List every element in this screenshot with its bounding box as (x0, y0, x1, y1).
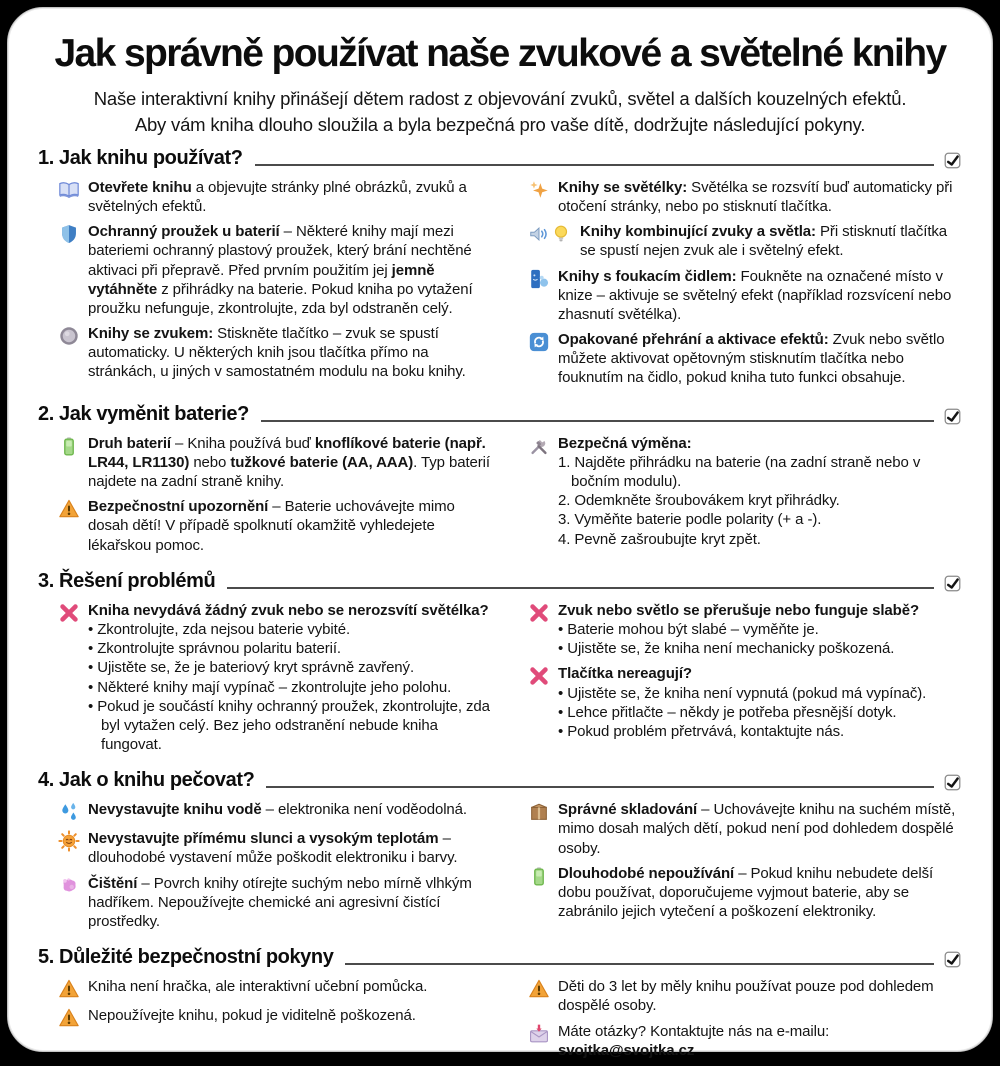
item-text-bold: Tlačítka nereagují? (558, 665, 692, 683)
item-text (88, 601, 492, 755)
item-subline: 3. Vyměňte baterie podle polarity (+ a -). (558, 511, 822, 529)
section-rule (255, 164, 934, 166)
right-column (510, 797, 962, 937)
section-rule (345, 963, 934, 965)
checkbox-check-icon (943, 151, 962, 170)
item-subline: • Ujistěte se, že je bateriový kryt správně zavřený. (88, 659, 415, 677)
item-text-bold: Ochranný proužek u baterií (88, 223, 280, 241)
left-column (40, 175, 492, 394)
item-text-bold: Knihy kombinující zvuky a světla: (580, 223, 816, 241)
list-item (40, 497, 492, 555)
cross-icon (528, 601, 550, 659)
list-item (510, 434, 962, 549)
item-text (88, 434, 492, 492)
droplets-icon (58, 800, 80, 823)
list-item (510, 664, 962, 741)
warning-icon (58, 977, 80, 1000)
item-text (558, 178, 962, 216)
item-text-regular: Foukněte na označené místo v knize – aktivuje se světelný efekt (například rozsvícení nebo zhasnutí světélka). (558, 267, 952, 323)
item-text-regular: – Některé knihy mají mezi bateriemi ochranný plastový proužek, který brání nechtěné aktivaci při přepravě. Před prvním použitím jej (88, 223, 472, 279)
list-item (40, 601, 492, 755)
item-subline: 1. Najděte přihrádku na baterie (na zadní straně nebo v bočním modulu). (558, 453, 921, 491)
section-header (38, 403, 962, 426)
page-title: Jak správně používat naše zvukové a světelné knihy (54, 32, 946, 75)
list-item (510, 800, 962, 858)
intro-line-2: Aby vám kniha dlouho sloužila a byla bezpečná pro vaše dítě, dodržujte následující pokyny. (134, 113, 866, 135)
battery-icon (58, 434, 80, 492)
item-text-bold: Druh baterií (88, 434, 171, 452)
list-item (40, 324, 492, 382)
item-text (558, 330, 962, 388)
item-text (88, 829, 492, 867)
item-text-regular: Nepoužívejte knihu, pokud je viditelně poškozená. (88, 1007, 416, 1025)
left-column (40, 431, 492, 561)
list-item (510, 330, 962, 388)
list-item (40, 434, 492, 492)
item-text-bold: Zvuk nebo světlo se přerušuje nebo funguje slabě? (558, 601, 920, 619)
intro-line-1: Naše interaktivní knihy přinášejí dětem radost z objevování zvuků, světel a dalších kouzelných efektů. (93, 88, 907, 109)
item-text (88, 222, 492, 318)
section-columns (38, 175, 962, 394)
list-item (40, 1006, 492, 1029)
item-text (558, 864, 962, 922)
item-text-regular: Děti do 3 let by měly knihu používat pouze pod dohledem dospělé osoby. (558, 978, 934, 1015)
section (38, 147, 962, 394)
list-item (40, 222, 492, 318)
sections-container (38, 147, 962, 1066)
warning-icon (58, 497, 80, 555)
item-subline: • Některé knihy mají vypínač – zkontrolujte jeho polohu. (88, 678, 452, 696)
item-text-bold: jemně vytáhněte (88, 261, 435, 298)
item-text-bold: Otevřete knihu (88, 178, 192, 196)
list-item (40, 977, 492, 1000)
envelope-arrow-icon (528, 1022, 550, 1060)
item-subline: • Zkontrolujte, zda nejsou baterie vybité. (88, 620, 351, 638)
item-subline: • Ujistěte se, že kniha není vypnutá (pokud má vypínač). (558, 684, 927, 702)
list-item (40, 800, 492, 823)
section-columns (38, 598, 962, 761)
item-text (88, 977, 492, 1000)
tools-icon (528, 434, 550, 549)
item-text-regular: – Uchovávejte knihu na suchém místě, mimo dosah malých dětí, pokud není pod dohledem dospělé osoby. (558, 801, 956, 857)
item-text-regular: Máte otázky? Kontaktujte nás na e-mailu: (558, 1022, 830, 1040)
item-text-bold: Nevystavujte přímému slunci a vysokým teplotám (88, 830, 439, 848)
sponge-icon (58, 874, 80, 932)
checkbox-check-icon (943, 773, 962, 792)
checkbox-check-icon (943, 574, 962, 593)
section (38, 946, 962, 1066)
blow-sensor-icon (528, 267, 550, 325)
shield-icon (58, 222, 80, 318)
section-title: 2. Jak vyměnit baterie? (38, 402, 249, 425)
list-item (510, 178, 962, 216)
section (38, 570, 962, 761)
item-text-bold: Bezpečnostní upozornění (88, 498, 269, 516)
list-item (510, 1022, 962, 1060)
section-header (38, 946, 962, 969)
item-text-bold: Dlouhodobé nepoužívání (558, 864, 735, 882)
section-columns (38, 431, 962, 561)
warning-icon (58, 1006, 80, 1029)
item-text (88, 874, 492, 932)
section-title: 4. Jak o knihu pečovat? (38, 769, 255, 792)
item-text (88, 178, 492, 216)
item-text-regular: – Pokud knihu nebudete delší dobu používat, doporučujeme vyjmout baterie, aby se zabránilo jejich vytečení a poškození elektroniky. (558, 864, 934, 921)
item-subline: • Pokud je součástí knihy ochranný proužek, zkontrolujte, zda byl vytažen celý. Bez jeho odstranění nebude kniha fungovat. (88, 697, 490, 754)
item-text-regular: – dlouhodobé vystavení může poškodit elektroniku i barvy. (88, 830, 458, 867)
item-text (558, 601, 962, 659)
item-text-bold: Bezpečná výměna: (558, 434, 692, 452)
item-text-regular: Stiskněte tlačítko – zvuk se spustí automaticky. U některých knih jsou tlačítka přímo na stránkách, u jiných v samostatném modulu na boku knihy. (88, 325, 466, 381)
item-text (88, 324, 492, 382)
round-button-icon (58, 324, 80, 382)
sparkles-icon (528, 178, 550, 216)
list-item (40, 829, 492, 867)
warning-icon (528, 977, 550, 1015)
item-text (580, 222, 962, 260)
right-column (510, 175, 962, 394)
item-text (88, 1006, 492, 1029)
item-subline: • Zkontrolujte správnou polaritu baterií. (88, 640, 341, 658)
section-rule (266, 786, 934, 788)
item-text-regular: Při stisknutí tlačítka se spustí nejen zvuk ale i světelný efekt. (580, 223, 948, 260)
item-text-bold: Správné skladování (558, 801, 698, 819)
item-text-regular: – Kniha používá buď (170, 434, 315, 452)
section-header (38, 769, 962, 792)
package-icon (528, 800, 550, 858)
cross-icon (58, 601, 80, 755)
section-title: 5. Důležité bezpečnostní pokyny (38, 946, 334, 969)
item-text-bold: Opakované přehrání a aktivace efektů: (558, 331, 829, 349)
list-item (40, 178, 492, 216)
section-rule (227, 587, 934, 589)
cross-icon (528, 664, 550, 741)
item-text (88, 497, 492, 555)
repeat-icon (528, 330, 550, 388)
section-header (38, 147, 962, 170)
list-item (510, 977, 962, 1015)
item-subline: • Pokud problém přetrvává, kontaktujte nás. (558, 722, 845, 740)
list-item (510, 267, 962, 325)
section-columns (38, 974, 962, 1066)
item-text-bold: Čištění (88, 874, 138, 892)
instruction-sheet (7, 7, 993, 1059)
section-title: 1. Jak knihu používat? (38, 146, 243, 169)
item-text-bold: svojtka@svojtka.cz (558, 1041, 695, 1059)
item-text-regular: Kniha není hračka, ale interaktivní učební pomůcka. (88, 978, 428, 996)
item-text (88, 800, 492, 823)
left-column (40, 797, 492, 937)
list-item (510, 864, 962, 922)
item-text (558, 800, 962, 858)
item-text-regular: . Typ baterií najdete na zadní straně knihy. (88, 453, 490, 491)
item-text (558, 664, 962, 741)
item-text-regular: – elektronika není voděodolná. (261, 801, 467, 819)
item-text-regular: – Baterie uchovávejte mimo dosah dětí! V případě spolknutí okamžitě vyhledejete lékařskou pomoc. (88, 498, 455, 554)
right-column (510, 598, 962, 761)
sun-face-icon (58, 829, 80, 867)
list-item (510, 601, 962, 659)
item-text-bold: knoflíkové baterie (např. LR44, LR1130) (88, 434, 486, 471)
item-text-regular: a objevujte stránky plné obrázků, zvuků a světelných efektů. (88, 178, 467, 215)
item-text-regular: z přihrádky na baterie. Pokud kniha po vytažení proužku nefunguje, zkontrolujte, zda byl odstraněn celý. (88, 280, 473, 317)
list-item (510, 222, 962, 260)
section-header (38, 570, 962, 593)
open-book-icon (58, 178, 80, 216)
section (38, 403, 962, 561)
item-text-bold: Knihy s foukacím čidlem: (558, 267, 737, 285)
item-subline: • Ujistěte se, že kniha není mechanicky poškozená. (558, 640, 895, 658)
item-text-bold: Kniha nevydává žádný zvuk nebo se nerozsvítí světélka? (88, 601, 489, 619)
item-subline: • Lehce přitlačte – někdy je potřeba přesnější dotyk. (558, 703, 897, 721)
section-title: 3. Řešení problémů (38, 569, 216, 592)
list-item (40, 874, 492, 932)
battery-icon (528, 864, 550, 922)
checkbox-check-icon (943, 950, 962, 969)
right-column (510, 974, 962, 1066)
item-text-regular: Zvuk nebo světlo můžete aktivovat opětovným stisknutím tlačítka nebo fouknutím na čidlo, pokud kniha tuto funkci obsahuje. (558, 331, 945, 387)
item-text-regular: – Povrch knihy otírejte suchým nebo mírně vlhkým hadříkem. Nepoužívejte chemické ani agresivní čistící prostředky. (88, 874, 472, 931)
item-text-bold: Nevystavujte knihu vodě (88, 801, 262, 819)
right-column (510, 431, 962, 561)
speaker-bulb-icon (528, 222, 572, 260)
item-text (558, 434, 962, 549)
item-text-regular: nebo (189, 453, 231, 471)
intro-text (38, 86, 962, 138)
item-subline: 2. Odemkněte šroubovákem kryt přihrádky. (558, 492, 840, 510)
item-text-bold: Knihy se zvukem: (88, 325, 214, 343)
item-subline: • Baterie mohou být slabé – vyměňte je. (558, 620, 819, 638)
item-text-bold: Knihy se světélky: (558, 178, 688, 196)
section (38, 769, 962, 937)
item-text-bold: tužkové baterie (AA, AAA) (230, 453, 414, 471)
left-column (40, 598, 492, 761)
section-rule (261, 420, 934, 422)
item-text (558, 977, 962, 1015)
item-text-regular: Světélka se rozsvítí buď automaticky při otočení stránky, nebo po stisknutí tlačítka. (558, 178, 953, 215)
section-columns (38, 797, 962, 937)
checkbox-check-icon (943, 407, 962, 426)
item-subline: 4. Pevně zašroubujte kryt zpět. (558, 530, 761, 548)
item-text (558, 267, 962, 325)
left-column (40, 974, 492, 1066)
item-text (558, 1022, 962, 1060)
